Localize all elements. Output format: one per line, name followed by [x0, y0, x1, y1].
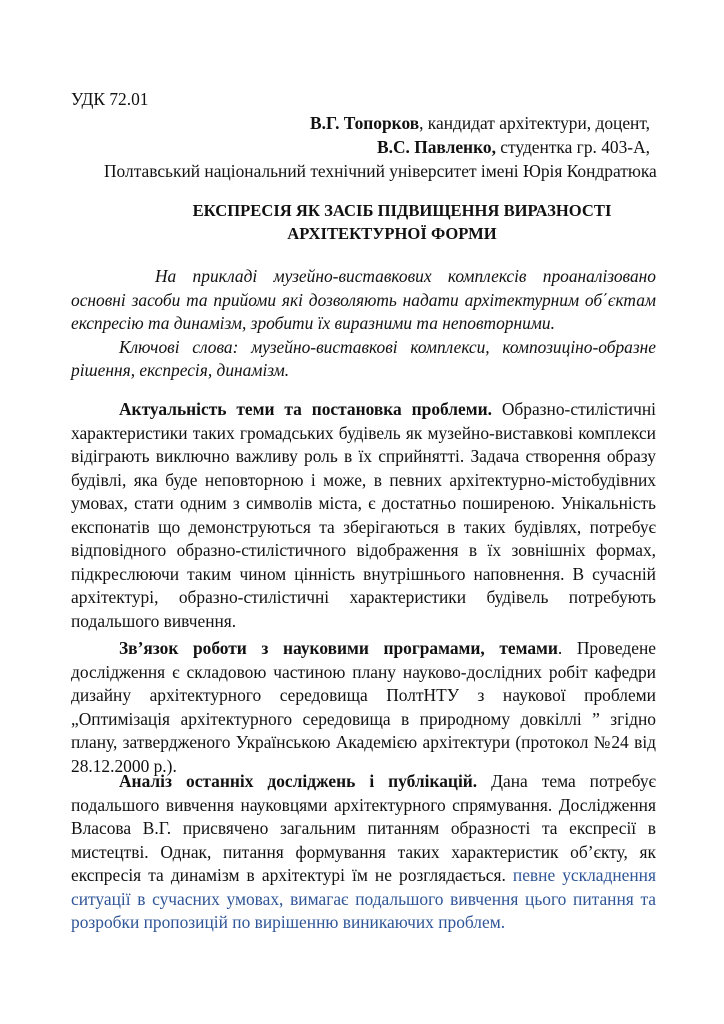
abstract-text: На прикладі музейно-виставкових комплексів проаналізовано основні засоби та прийоми які дозволяють надати архітектурним об΄єктам експресію та динамізм, зробити їх виразними та неповторними. — [71, 266, 656, 333]
author-1 — [310, 112, 650, 136]
highlighted-text: певне ускладнення ситуації в сучасних умовах, вимагає подальшого вивчення цього питання та розробки пропозицій по вирішенню виникаючих проблем. — [71, 865, 656, 932]
section-relevance — [71, 398, 656, 633]
section-paragraph — [71, 770, 656, 935]
section-programs — [71, 637, 656, 778]
section-body: . Проведене дослідження є складовою частиною плану науково-дослідних робіт кафедри дизайну архітектурного середовища ПолтНТУ з наукової проблеми „Оптимізація архітектурного середовища в природному довкіллі ” згідно плану, затвердженого Українською Академією архітектури (протокол №24 від 28.12.2000 р.). — [71, 638, 656, 776]
section-paragraph — [71, 398, 656, 633]
abstract — [71, 265, 656, 383]
paper-title-line-1: ЕКСПРЕСІЯ ЯК ЗАСІБ ПІДВИЩЕННЯ ВИРАЗНОСТІ — [192, 201, 612, 220]
author-2 — [377, 136, 650, 160]
section-analysis — [71, 770, 656, 935]
author-2-role: студентка гр. 403-А, — [495, 137, 650, 157]
keywords-label: Ключові слова: — [119, 336, 239, 357]
author-2-name: В.С. Павленко, — [377, 137, 496, 157]
section-body: Дана тема потребує подальшого вивчення науковцями архітектурного спрямування. Дослідження Власова В.Г. присвячено загальним питанням образності та експресії в мистецтві. Однак, питання формування таких характеристик об’єкту, як експресія та динамізм в архітектурі їм не розглядається. — [71, 771, 657, 885]
section-paragraph — [71, 637, 656, 778]
author-1-name: В.Г. Топорков — [310, 113, 420, 133]
section-heading: Зв’язок роботи з науковими програмами, темами — [119, 638, 558, 658]
keywords-list: музейно-виставкові комплекси, композицiно-образне рішення, експресія, динамізм. — [71, 336, 656, 380]
paper-title-line-2: АРХІТЕКТУРНОЇ ФОРМИ — [287, 224, 497, 243]
institution: Полтавський національний технічний університет імені Юрія Кондратюка — [104, 161, 657, 181]
section-heading: Актуальність теми та постановка проблеми. — [119, 399, 492, 419]
section-body: Образно-стилістичні характеристики таких громадських будівель як музейно-виставкові комплекси відіграють виключно важливу роль в їх сприйнятті. Задача створення образу будівлі, яка буде неповторною і може, в певних архітектурно-містобудівних умовах, стати одним з символів міста, є достатньо поширеною. Унікальність експонатів що демонструються та зберігаються в таких будівлях, потребує відповідного образно-стилістичного відображення в їх зовнішніх формах, підкреслюючи таким чином цінність внутрішнього наповнення. В сучасній архітектурі, образно-стилістичні характеристики будівель потребують подальшого вивчення. — [71, 399, 656, 631]
keywords — [71, 336, 656, 383]
section-heading: Аналіз останніх досліджень і публікацій. — [119, 771, 478, 791]
udc-code: УДК 72.01 — [71, 89, 149, 109]
author-1-role: , кандидат архітектури, доцент, — [419, 113, 650, 133]
